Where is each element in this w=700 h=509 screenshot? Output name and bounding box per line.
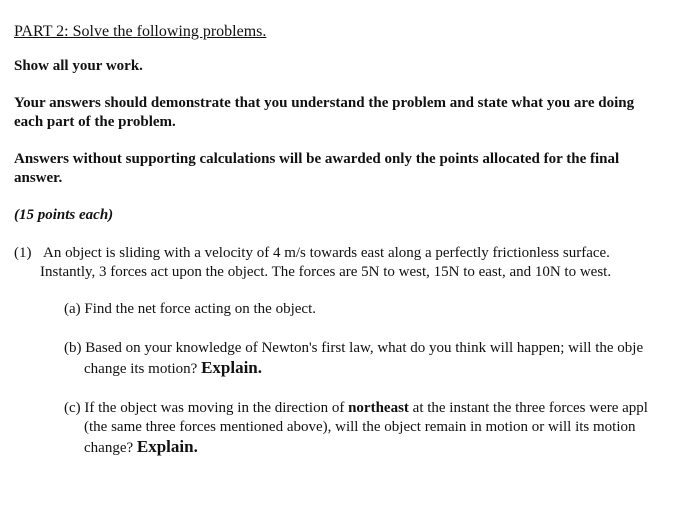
part-c-line1-post: at the instant the three forces were appl: [412, 400, 648, 416]
problem-1-number: (1): [14, 245, 32, 261]
part-c-explain: Explain.: [136, 437, 198, 456]
part-a-question: (a) Find the net force acting on the object.: [64, 301, 316, 317]
part-c-line3: [84, 437, 198, 458]
part-c-line1: [64, 399, 648, 418]
part-c-line3-text: change?: [84, 440, 134, 456]
part-b-explain: Explain.: [201, 358, 263, 377]
points-note: (15 points each): [14, 207, 114, 223]
part-b-line2: [84, 358, 262, 379]
part-c-northeast: northeast: [348, 400, 409, 416]
show-work-instruction: Show all your work.: [14, 58, 143, 74]
part-heading: PART 2: Solve the following problems.: [14, 23, 267, 40]
demonstrate-instruction-line1: Your answers should demonstrate that you understand the problem and state what you are doing: [14, 95, 635, 111]
part-c-line2: (the same three forces mentioned above), will the object remain in motion or will its motion: [84, 419, 636, 435]
part-b-line2-text: change its motion?: [84, 361, 198, 377]
problem-1-line1: An object is sliding with a velocity of 4 m/s towards east along a perfectly frictionless surface.: [43, 245, 610, 261]
problem-1-line2: Instantly, 3 forces act upon the object. The forces are 5N to west, 15N to east, and 10N to west.: [40, 264, 612, 280]
no-support-instruction-line1: Answers without supporting calculations will be awarded only the points allocated for the final: [14, 151, 620, 167]
part-c-line1-pre: (c) If the object was moving in the direction of: [64, 400, 345, 416]
no-support-instruction-line2: answer.: [14, 170, 63, 186]
demonstrate-instruction-line2: each part of the problem.: [14, 114, 176, 130]
part-b-line1: (b) Based on your knowledge of Newton's first law, what do you think will happen; will the obje: [64, 340, 644, 356]
